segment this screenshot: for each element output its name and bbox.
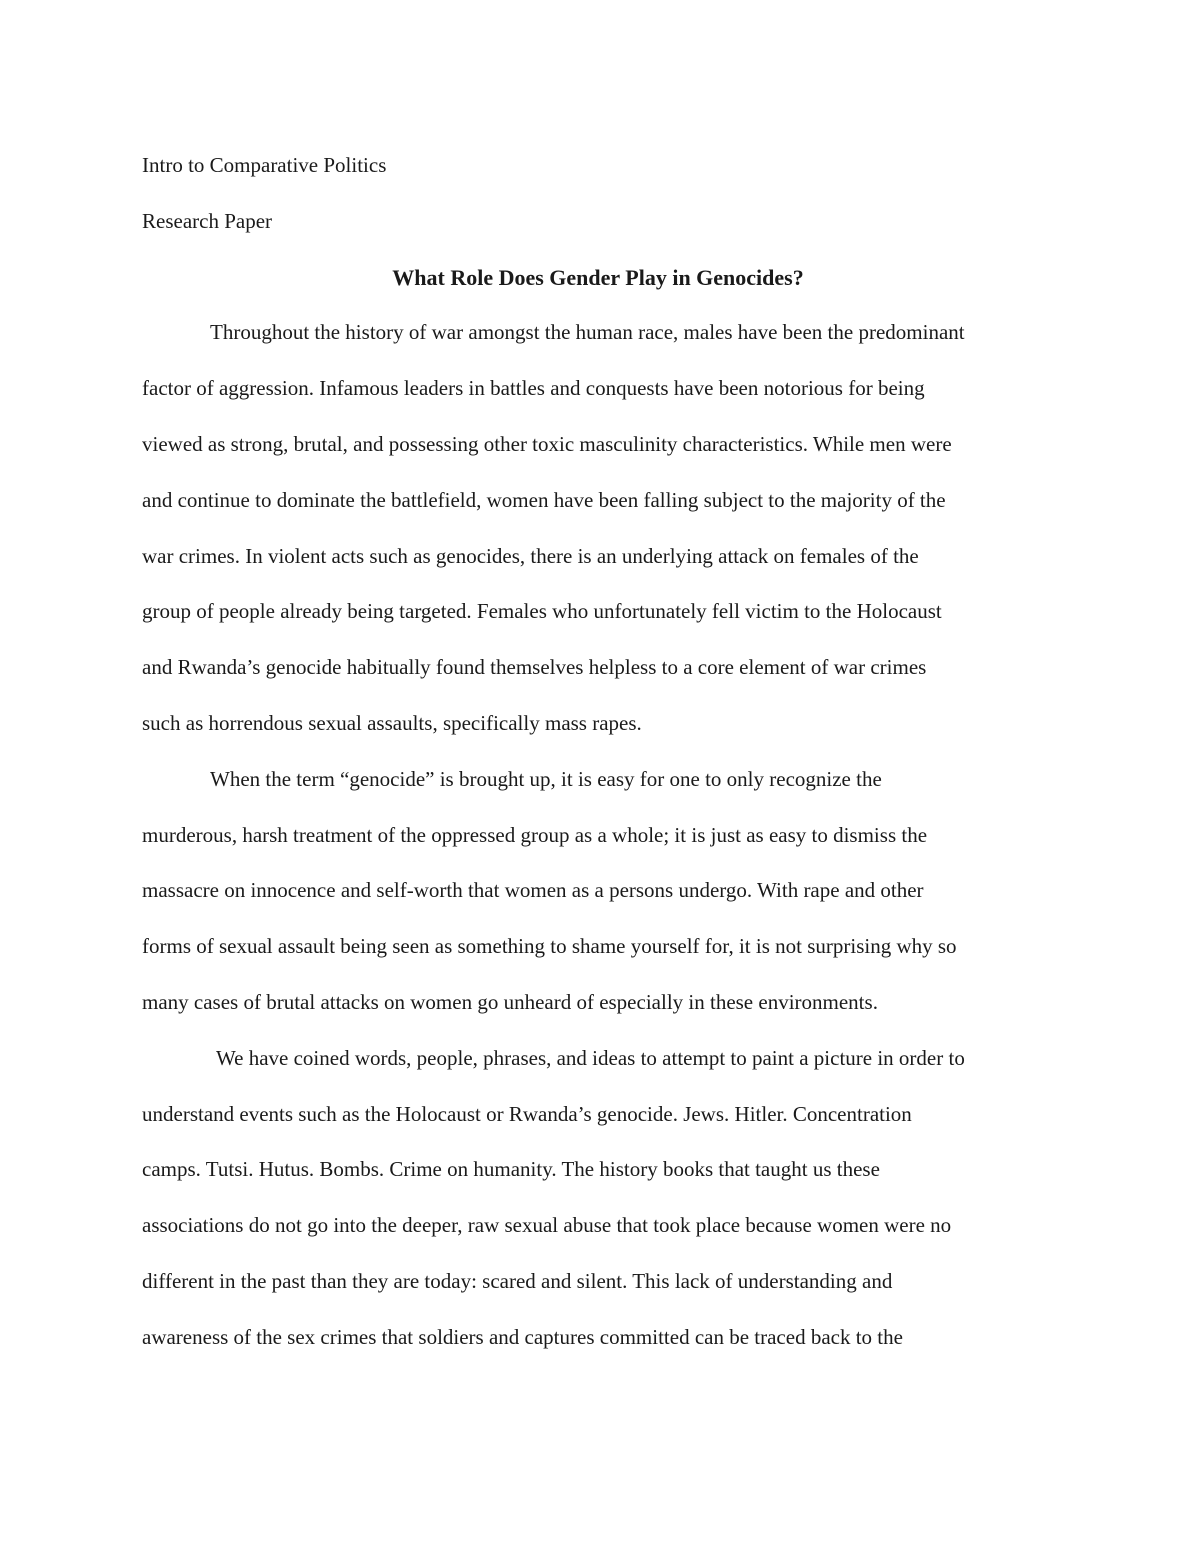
paragraph-line: forms of sexual assault being seen as something to shame yourself for, it is not surprising why so	[142, 934, 957, 959]
paragraph-2	[142, 752, 1062, 1031]
paragraph-3	[142, 1031, 1062, 1366]
paragraph-line: understand events such as the Holocaust or Rwanda’s genocide. Jews. Hitler. Concentration	[142, 1101, 912, 1126]
paragraph-line: Throughout the history of war amongst the human race, males have been the predominant	[210, 320, 965, 345]
paragraph-line: awareness of the sex crimes that soldiers and captures committed can be traced back to the	[142, 1324, 903, 1349]
paragraph-line: war crimes. In violent acts such as genocides, there is an underlying attack on females of the	[142, 543, 919, 568]
paragraph-line: and Rwanda’s genocide habitually found themselves helpless to a core element of war crimes	[142, 655, 927, 680]
paragraph-line: many cases of brutal attacks on women go unheard of especially in these environments.	[142, 989, 878, 1014]
paragraph-line: and continue to dominate the battlefield, women have been falling subject to the majority of the	[142, 487, 946, 512]
paragraph-line: group of people already being targeted. Females who unfortunately fell victim to the Holocaust	[142, 599, 942, 624]
paragraph-line: massacre on innocence and self-worth that women as a persons undergo. With rape and other	[142, 878, 924, 903]
paragraph-line: such as horrendous sexual assaults, specifically mass rapes.	[142, 710, 642, 735]
paragraph-line: camps. Tutsi. Hutus. Bombs. Crime on humanity. The history books that taught us these	[142, 1157, 880, 1182]
paragraph-line: associations do not go into the deeper, raw sexual abuse that took place because women were no	[142, 1213, 952, 1238]
paragraph-line: different in the past than they are today: scared and silent. This lack of understanding and	[142, 1268, 893, 1293]
paragraph-line: When the term “genocide” is brought up, it is easy for one to only recognize the	[210, 766, 882, 791]
paragraph-1	[142, 305, 1062, 751]
document-body	[142, 138, 1062, 1366]
paragraph-line: We have coined words, people, phrases, and ideas to attempt to paint a picture in order to	[216, 1045, 965, 1070]
assignment-type: Research Paper	[142, 208, 273, 233]
paragraph-line: factor of aggression. Infamous leaders in battles and conquests have been notorious for being	[142, 376, 925, 401]
paragraph-line: viewed as strong, brutal, and possessing other toxic masculinity characteristics. While men were	[142, 431, 952, 456]
paragraph-line: murderous, harsh treatment of the oppressed group as a whole; it is just as easy to dismiss the	[142, 822, 928, 847]
course-name: Intro to Comparative Politics	[142, 153, 387, 177]
paper-title: What Role Does Gender Play in Genocides?	[392, 264, 804, 290]
